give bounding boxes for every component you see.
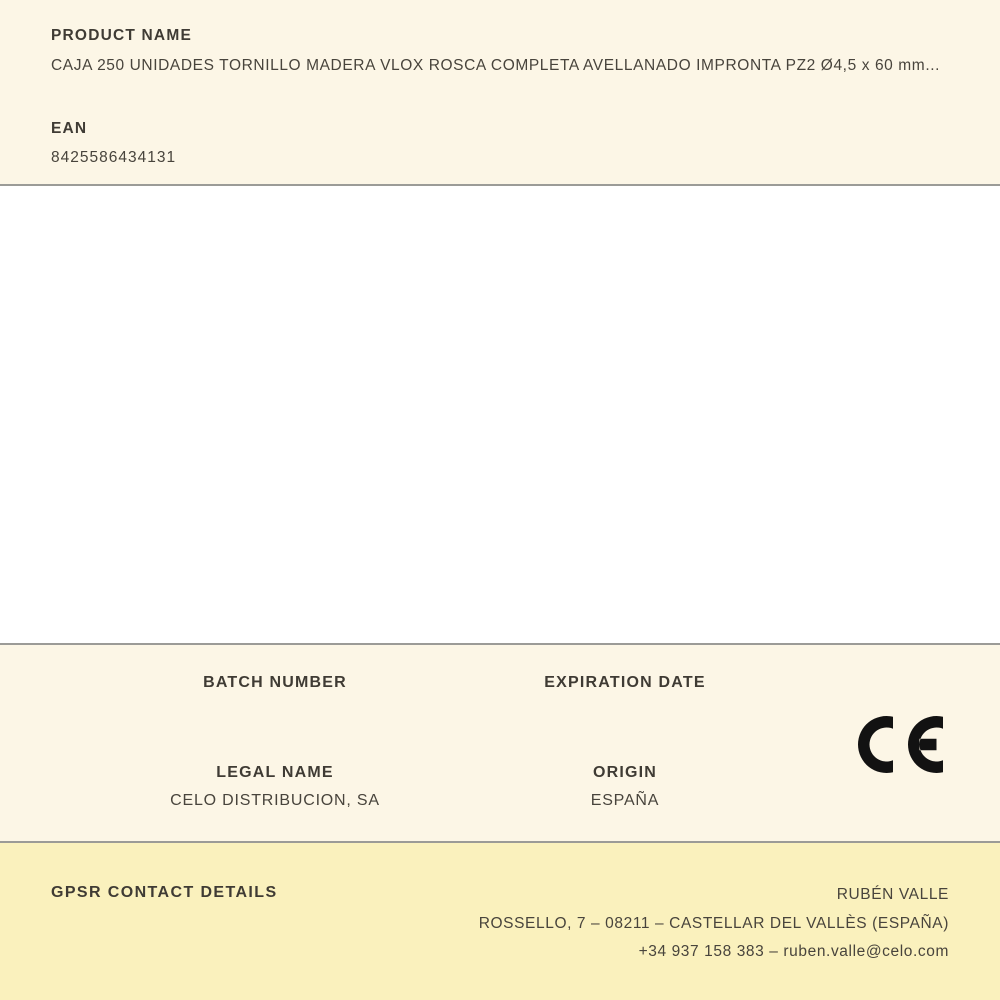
ean-value: 8425586434131	[51, 149, 177, 166]
details-grid	[0, 645, 1000, 810]
ce-mark-icon	[858, 716, 943, 773]
batch-number-label: BATCH NUMBER	[203, 674, 347, 691]
origin-field	[450, 764, 800, 810]
gpsr-contact-address: ROSSELLO, 7 – 08211 – CASTELLAR DEL VALLÈS (ESPAÑA)	[478, 914, 949, 932]
gpsr-contact-name: RUBÉN VALLE	[836, 886, 949, 903]
ean-label: EAN	[51, 120, 88, 137]
details-section	[0, 643, 1000, 843]
expiration-date-field	[450, 674, 800, 764]
batch-number-field	[100, 674, 450, 764]
gpsr-contact-block	[479, 881, 949, 967]
gpsr-contact-phone-email: +34 937 158 383 – ruben.valle@celo.com	[638, 943, 949, 960]
product-header-section	[0, 0, 1000, 186]
legal-name-label: LEGAL NAME	[216, 764, 334, 781]
gpsr-contact-label: GPSR CONTACT DETAILS	[51, 884, 278, 901]
origin-label: ORIGIN	[592, 764, 658, 781]
blank-area	[0, 186, 1000, 643]
legal-name-field	[100, 764, 450, 810]
product-name-label: PRODUCT NAME	[51, 27, 192, 44]
legal-name-value: CELO DISTRIBUCION, SA	[170, 792, 380, 809]
origin-value: ESPAÑA	[590, 792, 660, 809]
product-name-value: CAJA 250 UNIDADES TORNILLO MADERA VLOX ROSCA COMPLETA AVELLANADO IMPRONTA PZ2 Ø4,5 x 60 mm...	[51, 57, 941, 74]
expiration-date-label: EXPIRATION DATE	[544, 674, 706, 691]
gpsr-contact-section	[0, 843, 1000, 1000]
